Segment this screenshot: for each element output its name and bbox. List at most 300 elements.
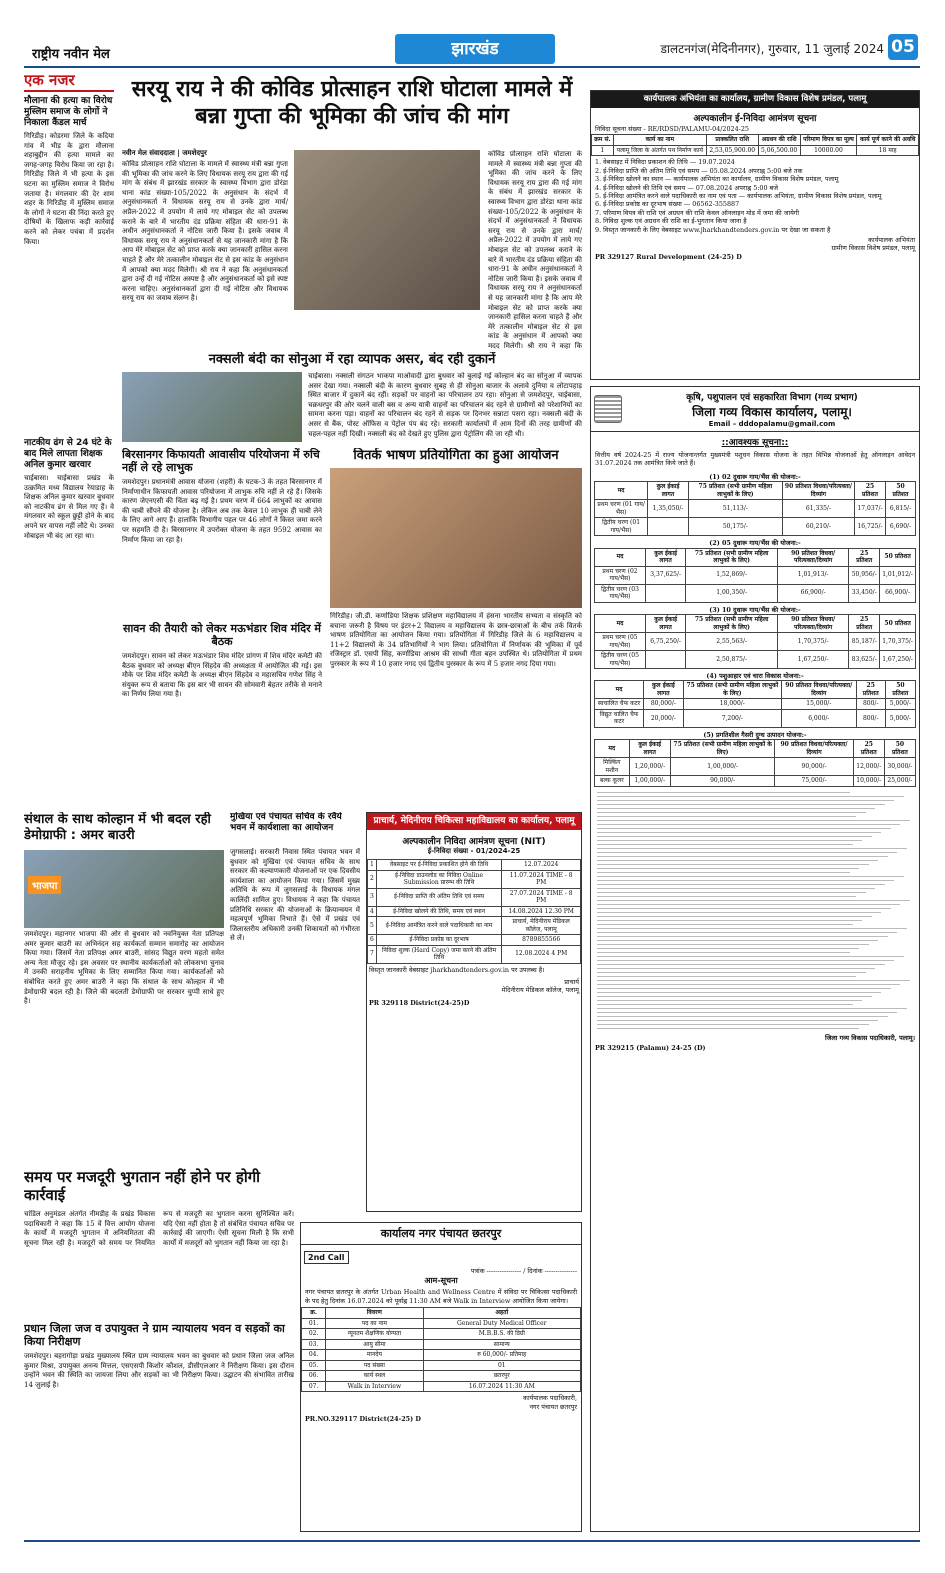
table-cell: 90 प्रतिशत विधवा/परित्यक्ता/दिव्यांग	[781, 681, 856, 699]
santhal-text: जमशेदपुर। महानगर भाजपा की ओर से बुधवार को नवनियुक्त नेता प्रतिपक्ष अमर कुमार बाउरी का अभिनंदन सह कार्यकर्ता सम्मान समारोह का आयोजन किया गया। जिसमें नेता प्रतिपक्ष अमर बाउरी, सांसद विद्युत वरण महतो समेत अन्य नेता मौजूद रहे। इस अवसर पर स्थानीय कार्यकर्ताओं को लोकसभा चुनाव में उनकी सराहनीय भूमिका के लिए सम्मानित किया गया। कार्यकर्ताओं को संबोधित करते हुए अमर बाउरी ने कहा कि संथाल के साथ कोल्हान में भी डेमोग्राफी बदल रही है। जिले की बदलती डेमोग्राफी पर सरकार चुप्पी साधे हुए है।	[24, 930, 224, 1006]
table-cell: छतरपुर	[423, 1371, 580, 1382]
table-cell: 1,01,913/-	[778, 566, 849, 584]
chhatarpur-title: आम-सूचना	[424, 1276, 458, 1286]
chhatarpur-table	[301, 1307, 581, 1392]
medical-table	[367, 859, 581, 964]
table-cell: 15,000/-	[781, 699, 856, 710]
text-line	[597, 984, 900, 985]
milk-section-table	[594, 481, 916, 536]
table-cell: 90,000/-	[670, 776, 775, 787]
table-header-row	[595, 482, 916, 500]
table-cell: 5	[368, 917, 377, 935]
table-cell: 7	[368, 945, 377, 963]
text-line	[597, 824, 900, 825]
rural-pr: PR 329127 Rural Development (24-25) D	[595, 252, 742, 261]
ek-najar-headline-2: नाटकीय ढंग से 24 घंटे के बाद मिले लापता शिक्षक अनिल कुमार खरवार	[24, 438, 112, 470]
medical-title: अल्पकालीन निविदा आमंत्रण सूचना (NIT)	[402, 837, 546, 847]
footer-rule	[24, 1540, 920, 1542]
table-row	[368, 917, 581, 935]
text-line	[597, 968, 875, 969]
naxal-text: चाईबासा। नक्सली संगठन भाकपा माओवादी द्वारा बुधवार को बुलाई गई कोल्हान बंद का सोनुआ में व्यापक असर देखा गया। नक्सली बंदी के कारण बुधवार सुबह से ही सोनुआ बाजार के अलावे दुनिया व लोटापहाड़ स्थित बाजार में दुकानें बंद रहीं। सड़कों पर वाहनों का परिचालन ठप रहा। सोनुआ से जमशेदपुर, चाईबासा, चक्रधरपुर की ओर चलने वाली बस व अन्य यात्री वाहनों का परिचालन बंद रहने से ग्रामीणों को परेशानियों का सामना करना पड़ा। वाहनों का परिचालन बंद रहने से सड़क पर दिनभर सन्नाटा पसरा रहा। नक्सली बंदी के असर से बैंक, पोस्ट ऑफिस व पेट्रोल पंप बंद रहे। सरकारी कार्यालयों में आम दिनों की तरह ग्रामीणों की चहल-पहल नहीं दिखी। नक्सली बंद को देखते हुए पुलिस द्वारा पेट्रोलिंग की जा रही थी।	[308, 372, 582, 438]
medical-notice-no: ई-निविदा संख्या - 01/2024-25	[427, 847, 521, 855]
ek-najar-text-2: चाईबासा। चाईबासा प्रखंड के उत्क्रमित मध्य विद्यालय रेयाडाह के शिक्षक अनिल कुमार खरवार बुधवार को नाटकीय ढंग से मिल गए हैं। वे मंगलवार को स्कूल छुट्टी होने के बाद अपने घर वापस नहीं लौटे थे। उनका मोबाइल भी बंद आ रहा था।	[24, 474, 114, 540]
table-cell: प्रथम चरण (05 गाय/भैंस)	[595, 633, 646, 651]
table-row	[302, 1350, 581, 1361]
milk-ad	[590, 386, 920, 1532]
table-row	[595, 584, 916, 602]
milk-section-table	[594, 739, 916, 787]
ek-najar-headline-1: मौलाना की हत्या का विरोध मुस्लिम समाज के लोगों ने निकाला कैंडल मार्च	[24, 96, 113, 128]
chhatarpur-office: कार्यालय नगर पंचायत छतरपुर	[301, 1223, 581, 1245]
table-cell: 1,70,375/-	[778, 633, 849, 651]
table-cell: सामान्य	[423, 1339, 580, 1350]
rural-point: 2. ई-निविदा प्राप्ति की अंतिम तिथि एवं समय — 05.08.2024 अपराह्न 5:00 बजे तक	[595, 166, 803, 175]
table-cell: 75 प्रतिशत (सभी ग्रामीण महिला लाभुकों के लिए)	[683, 681, 781, 699]
table-cell: 3	[368, 888, 377, 906]
text-line	[597, 932, 897, 933]
text-line	[597, 924, 853, 925]
table-cell: 33,450/-	[849, 584, 880, 602]
judge-text: जमशेदपुर। बहरागोड़ा प्रखंड मुख्यालय स्थित ग्राम न्यायालय भवन का बुधवार को प्रधान जिला जज अनिल कुमार मिश्रा, उपायुक्त अनन्य मित्तल, एसएसपी किशोर कौशल, डीसीएलआर ने निरीक्षण किया। इस दौरान उन्होंने भवन की स्थिति का जायजा लिया और सड़कों का भी निरीक्षण किया। उद्घाटन की संभावित तारीख 14 जुलाई है।	[24, 1352, 294, 1389]
table-cell: 12,000/-	[853, 758, 884, 776]
text-line	[597, 828, 891, 829]
table-row	[302, 1381, 581, 1392]
table-cell: निविदा शुल्क (Hard Copy) जमा करने की अंतिम तिथि	[376, 945, 502, 963]
table-cell: 1,00,000/-	[670, 758, 775, 776]
shrawan-headline: सावन की तैयारी को लेकर मऊभंडार शिव मंदिर में बैठक	[123, 622, 321, 648]
milk-sections	[591, 468, 919, 789]
table-cell: 1,67,250/-	[880, 651, 916, 669]
chhatarpur-text: नगर पंचायत छतरपुर के अंतर्गत Urban Health and Wellness Centre में संविदा पर चिकित्सा पदाधिकारी के पद हेतु दिनांक 16.07.2024 को पूर्वाह्न 11:30 AM बजे Walk in Interview आयोजित किया जायेगा।	[305, 1288, 577, 1305]
table-cell: 10,000/-	[853, 776, 884, 787]
table-cell: 25 प्रतिशत	[856, 681, 885, 699]
paper-name: राष्ट्रीय नवीन मेल	[32, 47, 110, 62]
table-cell: 75 प्रतिशत (सभी ग्रामीण महिला लाभुकों के लिए)	[686, 615, 778, 633]
table-cell: क्र.	[302, 1308, 326, 1319]
text-line	[597, 940, 878, 941]
table-row	[595, 776, 916, 787]
table-header-row	[302, 1308, 581, 1319]
text-line	[597, 956, 904, 957]
rural-title: अल्पकालीन ई-निविदा आमंत्रण सूचना	[693, 114, 817, 124]
table-cell: कुल ईकाई लागत	[646, 615, 686, 633]
table-row	[368, 935, 581, 946]
chhatarpur-call: 2nd Call	[304, 1251, 349, 1264]
text-line	[597, 976, 856, 977]
table-cell: कुल ईकाई लागत	[629, 740, 670, 758]
santhal-photo	[24, 850, 224, 928]
table-cell: 1,52,869/-	[686, 566, 778, 584]
table-cell: 17,037/-	[855, 500, 886, 518]
table-cell: 50,956/-	[849, 566, 880, 584]
table-cell: 01.	[302, 1318, 326, 1329]
table-row	[595, 651, 916, 669]
milk-section-title: (4) पशुआहार एवं चारा विकास योजना:-	[706, 672, 804, 681]
text-line	[597, 884, 885, 885]
rural-point: 6. ई-निविदा प्रकोष्ठ का दूरभाष संख्या — 06562-355887	[595, 200, 740, 209]
naxal-headline: नक्सली बंदी का सोनुआ में रहा व्यापक असर, बंद रही दुकानें	[208, 352, 496, 367]
vitark-text: गिरिडीह। जी.डी. कर्णाडिया शिक्षक प्रशिक्षण महाविद्यालय में हंसना भारतीय सभ्यता व संस्कृति को बचाना जरूरी है विषय पर इंटर+2 विद्यालय व महाविद्यालय के छात्र-छात्राओं के बीच तर्क वितर्क भाषण प्रतियोगिता का आयोजन किया गया। प्रतियोगिता में गिरिडीह जिले के 6 महाविद्यालय व 11+2 विद्यालयों के 34 प्रतिभागियों ने भाग लिया। प्रतियोगिता में निर्णायक की भूमिका में पूर्व रजिस्ट्रार डॉ. एसपी सिंह, कर्णाडिया आश्रम की साध्वी गीता बहन उपस्थित थे। प्रतियोगिता में प्रथम पुरस्कार के रूप में 10 हजार नगद एवं द्वितीय पुरस्कार के रूप में 5 हजार नगद दिया गया।	[330, 612, 582, 668]
chhatarpur-signature: कार्यपालक पदाधिकारी, नगर पंचायत छतरपुर	[523, 1394, 577, 1411]
table-cell: 51,113/-	[688, 500, 782, 518]
table-row	[302, 1318, 581, 1329]
medical-tender-ad	[366, 812, 582, 1212]
table-cell: 2,53,05,900.00	[706, 145, 758, 156]
table-cell: आयु सीमा	[326, 1339, 423, 1350]
table-cell: 25 प्रतिशत	[849, 548, 880, 566]
table-cell: मद	[595, 482, 648, 500]
milk-section-title: (1) 02 दुधारू गाय/भैंस की योजना:-	[709, 472, 801, 481]
table-cell: 03.	[302, 1339, 326, 1350]
table-cell: प्राक्कलित राशि	[706, 135, 758, 146]
rural-signature: कार्यपालक अभियंता ग्रामीण विकास विशेष प्रमंडल, पलामू	[831, 236, 915, 253]
table-cell: 01	[423, 1360, 580, 1371]
table-header-row	[595, 681, 916, 699]
table-cell: 75 प्रतिशत (सभी ग्रामीण महिला लाभुकों के लिए)	[688, 482, 782, 500]
table-cell: General Duty Medical Officer	[423, 1318, 580, 1329]
table-cell: 1,01,912/-	[880, 566, 916, 584]
text-line	[597, 804, 885, 805]
table-row	[302, 1329, 581, 1340]
table-cell: 1,70,375/-	[880, 633, 916, 651]
text-line	[597, 800, 894, 801]
table-cell: 02.	[302, 1329, 326, 1340]
text-line	[597, 820, 910, 821]
milk-intro: वित्तीय वर्ष 2024-25 में राज्य योजनान्तर्गत मुख्यमंत्री पशुधन विकास योजना के तहत विभिन्न योजनाओं हेतु ऑनलाइन आवेदन 31.07.2024 तक आमंत्रित किये जाते हैं।	[595, 451, 915, 468]
table-cell: 07.	[302, 1381, 326, 1392]
table-cell: 30,000/-	[884, 758, 915, 776]
birsanagar-text: जमशेदपुर। प्रधानमंत्री आवास योजना (शहरी) के घटक-3 के तहत बिरसानगर में निर्माणाधीन किफायती आवास परियोजना में लाभुक रुचि नहीं ले रहे हैं। जिसके कारण जेएनएसी की चिंता बढ़ गई है। प्रथम चरण में 664 लाभुकों का आवास की चाबी सौंपने की योजना है। लेकिन अब तक केवल 10 लाभुक ही चाबी लेने के लिए आगे आए हैं। हालांकि विभागीय पहल पर 46 लोगों ने किस्त जमा करने पर सहमति दी है। बिरसानगर में उपरोक्त योजना के तहत 9592 आवास का निर्माण किया जा रहा है।	[122, 478, 322, 544]
table-cell: 2,55,563/-	[686, 633, 778, 651]
table-cell: 5,06,500.00	[758, 145, 800, 156]
table-cell: 20,000/-	[644, 709, 684, 727]
text-line	[597, 840, 862, 841]
table-cell: 2	[368, 870, 377, 888]
table-cell: M.B.B.S. की डिग्री	[423, 1329, 580, 1340]
table-cell: 25 प्रतिशत	[853, 740, 884, 758]
rural-table	[591, 134, 919, 156]
text-line	[597, 832, 881, 833]
table-cell: 16.07.2024 11:30 AM	[423, 1381, 580, 1392]
text-line	[597, 860, 878, 861]
table-cell: 8789855566	[502, 935, 581, 946]
medical-pr: PR 329118 District(24-25)D	[369, 998, 470, 1007]
table-cell: पलामू जिला के अंतर्गत पथ निर्माण कार्य	[613, 145, 706, 156]
table-cell: ई-निविदा प्राप्ति की अंतिम तिथि एवं समय	[376, 888, 502, 906]
rural-point: 5. ई-निविदा आमंत्रित करने वाले पदाधिकारी का नाम एवं पता — कार्यपालक अभियंता, ग्रामीण विकास विशेष प्रमंडल, पलामू	[595, 192, 882, 201]
milk-title: जिला गव्य विकास कार्यालय, पलामू।	[692, 405, 852, 419]
table-row	[595, 699, 916, 710]
table-cell: 10000.00	[800, 145, 857, 156]
page-number: 05	[888, 34, 918, 60]
ek-najar-text-1: गिरिडीह। कोडरमा जिले के कदिया गांव में भीड़ के द्वारा मौलाना शहाबुद्दीन की हत्या मामले का जगह-जगह विरोध किया जा रहा है। गिरिडीह जिले में भी हत्या के इस घटना का मुस्लिम समाज ने विरोध जताया है। मंगलवार की देर शाम शहर के गिरिडीह में मुस्लिम समाज के लोगों ने घटना की निंदा करते हुए दोषियों के खिलाफ कड़ी कार्रवाई करने को लेकर पचंबा में प्रदर्शन किया।	[24, 132, 114, 246]
text-line	[597, 996, 872, 997]
milk-section-title: (2) 05 दुधारू गाय/भैंस की योजना:-	[709, 539, 801, 548]
table-cell: प्रथम चरण (01 गाय/भैंस)	[595, 500, 648, 518]
wages-text: चांडिल अनुमंडल अंतर्गत नीमडीह के प्रखंड विकास पदाधिकारी ने कहा कि 15 वें वित्त आयोग योजना के कार्यों में मजदूरी भुगतान में अनियमितता की सूचना मिल रही है। मजदूरों को समय पर नियमित रूप से मजदूरी का भुगतान करना सुनिश्चित करें। यदि ऐसा नहीं होता है तो संबंधित पंचायत सचिव पर कार्रवाई की जाएगी। ऐसी सूचना मिली है कि सभी कार्यों में मजदूरों को भुगतान नहीं किया जा रहा है।	[24, 1210, 294, 1247]
table-cell: 06.	[302, 1371, 326, 1382]
table-cell: 66,900/-	[880, 584, 916, 602]
table-cell: 11.07.2024 TIME - 8 PM	[502, 870, 581, 888]
text-line	[597, 952, 850, 953]
table-cell: 60,210/-	[782, 518, 854, 536]
text-line	[597, 948, 859, 949]
text-line	[597, 868, 859, 869]
text-line	[597, 920, 862, 921]
table-cell: 04.	[302, 1350, 326, 1361]
table-cell: 85,187/-	[849, 633, 880, 651]
table-cell: ई-निविदा डाउनलोड का निविदा Online Submission प्रारम्भ की तिथि	[376, 870, 502, 888]
table-cell: कुल ईकाई लागत	[648, 482, 689, 500]
table-cell: 50 प्रतिशत	[885, 681, 915, 699]
table-cell: 61,335/-	[782, 500, 854, 518]
rural-point: 9. विस्तृत जानकारी के लिए वेबसाइट www.jharkhandtenders.gov.in पर देखा जा सकता है	[595, 225, 831, 234]
table-row	[368, 888, 581, 906]
table-row	[595, 500, 916, 518]
wages-headline: समय पर मजदूरी भुगतान नहीं होने पर होगी कार्रवाई	[24, 1168, 261, 1204]
text-line	[597, 892, 866, 893]
table-cell: 90 प्रतिशत विधवा/परित्यक्ता/दिव्यांग	[778, 615, 849, 633]
table-cell: 1,20,000/-	[629, 758, 670, 776]
table-row	[368, 945, 581, 963]
table-cell: 12.08.2024 4 PM	[502, 945, 581, 963]
birsanagar-headline: बिरसानगर किफायती आवासीय परियोजना में रुचि नहीं ले रहे लाभुक	[122, 448, 320, 474]
rural-points	[591, 156, 919, 236]
text-line	[597, 852, 897, 853]
table-row	[302, 1360, 581, 1371]
table-cell: 1	[592, 145, 614, 156]
table-cell: ई-निविदा आमंत्रित करने वाले पदाधिकारी का नाम	[376, 917, 502, 935]
text-line	[597, 900, 910, 901]
table-row	[368, 870, 581, 888]
table-cell: मानदेय	[326, 1350, 423, 1361]
table-cell: 800/-	[856, 709, 885, 727]
text-line	[597, 848, 907, 849]
table-cell	[646, 584, 686, 602]
text-line	[597, 912, 881, 913]
table-cell: 1,00,350/-	[686, 584, 778, 602]
table-cell: रु 60,000/- प्रतिमाह	[423, 1350, 580, 1361]
milk-section-table	[594, 548, 916, 603]
text-line	[597, 1028, 859, 1029]
rural-notice-no: निविदा सूचना संख्या - RE/RDSD/PALAMU-04/2024-25	[595, 125, 749, 133]
text-line	[597, 1000, 862, 1001]
table-cell: 7,200/-	[683, 709, 781, 727]
table-cell: कार्य स्थल	[326, 1371, 423, 1382]
panchayat-headline: मुखिया एवं पंचायत सचिव के रवैये भवन में कार्यशाला का आयोजन	[230, 812, 342, 833]
table-cell: 66,900/-	[778, 584, 849, 602]
table-cell: 6	[368, 935, 377, 946]
table-cell: 12.07.2024	[502, 860, 581, 871]
text-line	[597, 888, 875, 889]
medical-signature: प्राचार्य मेदिनीराय मेडिकल कॉलेज, पलामू	[501, 977, 579, 995]
panchayat-text: जुगसलाई। सरकारी निवास स्थित पंचायत भवन में बुधवार को मुखिया एवं पंचायत सचिव के साथ सरकार की कल्याणकारी योजनाओं पर एक दिवसीय कार्यशाला का आयोजन किया गया। जिसमें मुख्य अतिथि के रूप में जुगसलाई के विधायक मंगल कालिंदी शामिल हुए। विधायक ने कहा कि पंचायत प्रतिनिधि सरकार की योजनाओं के क्रियान्वयन में महत्वपूर्ण भूमिका निभाते हैं। ऐसे में प्रखंड एवं जिलास्तरीय अधिकारी उनकी शिकायतों को गंभीरता से लें।	[230, 848, 360, 943]
table-cell: Walk in Interview	[326, 1381, 423, 1392]
table-cell: 4	[368, 906, 377, 917]
table-cell: पद संख्या	[326, 1360, 423, 1371]
milk-email: Email – dddopalamu@gmail.com	[708, 420, 836, 428]
table-cell: 90,000/-	[775, 758, 853, 776]
table-cell: ई-निविदा खोलने की तिथि, समय एवं स्थान	[376, 906, 502, 917]
medical-office: प्राचार्य, मेदिनीराय चिकित्सा महाविद्यालय का कार्यालय, पलामू	[367, 813, 581, 830]
table-cell: 50,175/-	[688, 518, 782, 536]
text-line	[597, 808, 875, 809]
vitark-headline: वितर्क भाषण प्रतियोगिता का हुआ आयोजन	[353, 448, 559, 463]
text-line	[597, 872, 850, 873]
table-cell: कार्य का नाम	[613, 135, 706, 146]
table-cell: मद	[595, 740, 630, 758]
table-cell: 75,000/-	[775, 776, 853, 787]
medical-footer: विस्तृत जानकारी वेबसाइट jharkhandtenders.gov.in पर उपलब्ध है।	[369, 965, 545, 974]
text-line	[597, 896, 856, 897]
table-cell: 50 प्रतिशत	[880, 615, 916, 633]
text-line	[597, 1024, 869, 1025]
text-line	[597, 944, 869, 945]
table-cell: कुल ईकाई लागत	[646, 548, 686, 566]
table-row	[592, 145, 919, 156]
vitark-photo	[330, 468, 582, 608]
rural-point: 4. ई-निविदा खोलने की तिथि एवं समय — 07.08.2024 अपराह्न 5:00 बजे	[595, 183, 778, 192]
text-line	[597, 980, 910, 981]
table-cell: 1,35,050/-	[648, 500, 689, 518]
table-row	[302, 1371, 581, 1382]
table-cell: 1,00,000/-	[629, 776, 670, 787]
table-cell: 25,000/-	[884, 776, 915, 787]
table-cell: 05.	[302, 1360, 326, 1371]
table-cell: 90 प्रतिशत विधवा/परित्यक्ता/दिव्यांग	[778, 548, 849, 566]
lead-byline: नवीन मेल संवाददाता | जमशेदपुर	[122, 148, 207, 157]
table-row	[595, 518, 916, 536]
table-cell: न्यूनतम शैक्षणिक योग्यता	[326, 1329, 423, 1340]
rural-office: कार्यपालक अभियंता का कार्यालय, ग्रामीण विकास विशेष प्रमंडल, पलामू	[591, 91, 919, 108]
text-line	[597, 792, 850, 793]
lead-headline: सरयू राय ने की कोविड प्रोत्साहन राशि घोटाला मामले में बन्ना गुप्ता की भूमिका की जांच की मांग	[131, 77, 573, 129]
table-cell: 6,690/-	[885, 518, 915, 536]
text-line	[597, 908, 891, 909]
table-cell: कुल ईकाई लागत	[644, 681, 684, 699]
text-line	[597, 836, 872, 837]
table-cell: विद्युत चालित चैफ कटर	[595, 709, 644, 727]
text-line	[597, 1012, 897, 1013]
table-cell: 5,000/-	[885, 699, 915, 710]
table-row	[595, 566, 916, 584]
table-cell: 14.08.2024 12.30 PM	[502, 906, 581, 917]
table-header-row	[595, 548, 916, 566]
section-tab: झारखंड	[395, 34, 555, 64]
table-cell: मिल्किंग मशीन	[595, 758, 630, 776]
rural-point: 8. निविदा शुल्क एवं अग्रधन की राशि का ई-भुगतान किया जाना है	[595, 217, 747, 226]
rural-tender-ad	[590, 90, 920, 380]
text-line	[597, 960, 894, 961]
table-cell: 5,000/-	[885, 709, 915, 727]
text-line	[597, 916, 872, 917]
milk-section-title: (3) 10 दुधारू गाय/भैंस की योजना:-	[709, 605, 801, 614]
table-row	[595, 633, 916, 651]
table-cell: मद	[595, 615, 646, 633]
table-cell: द्वितीय चरण (03 गाय/भैंस)	[595, 584, 646, 602]
chhatarpur-patrank: पत्रांक ---------------- / दिनांक ---------------	[470, 1267, 577, 1275]
text-line	[597, 1020, 878, 1021]
text-line	[597, 964, 885, 965]
text-line	[597, 992, 881, 993]
table-header-row	[595, 615, 916, 633]
table-cell: 27.07.2024 TIME - 8 PM	[502, 888, 581, 906]
table-cell: 16,725/-	[855, 518, 886, 536]
text-line	[597, 928, 907, 929]
rural-point: 3. ई-निविदा खोलने का स्थान — कार्यपालक अभियंता का कार्यालय, ग्रामीण विकास विशेष प्रमंडल, पलामू	[595, 175, 839, 184]
table-cell: मद	[595, 548, 646, 566]
table-cell: द्वितीय चरण (05 गाय/भैंस)	[595, 651, 646, 669]
table-cell: प्रथम चरण (02 गाय/भैंस)	[595, 566, 646, 584]
text-line	[597, 972, 866, 973]
table-cell: अग्रधन की राशि	[758, 135, 800, 146]
table-cell: 2,50,875/-	[686, 651, 778, 669]
table-cell: 80,000/-	[644, 699, 684, 710]
table-cell: 75 प्रतिशत (सभी ग्रामीण महिला लाभुकों के लिए)	[670, 740, 775, 758]
chhatarpur-ad	[300, 1222, 582, 1532]
table-cell: परिमाण विपत्र का मूल्य	[800, 135, 857, 146]
milk-section-table	[594, 614, 916, 669]
table-cell: 90 प्रतिशत विधवा/परित्यक्ता/दिव्यांग	[775, 740, 853, 758]
text-line	[597, 1016, 888, 1017]
table-cell: 50 प्रतिशत	[884, 740, 915, 758]
table-cell: 6,000/-	[781, 709, 856, 727]
milk-terms-lines	[591, 792, 919, 1029]
santhal-headline: संथाल के साथ कोल्हान में भी बदल रही डेमोग्राफी : अमर बाउरी	[24, 812, 211, 843]
text-line	[597, 904, 900, 905]
table-cell: 25 प्रतिशत	[855, 482, 886, 500]
table-cell: स्वचालित चैफ कटर	[595, 699, 644, 710]
table-cell: ई-निविदा प्रकोष्ठ का दूरभाष	[376, 935, 502, 946]
lead-text-cont: कोविड प्रोत्साहन राशि घोटाला के मामले में स्वास्थ्य मंत्री बन्ना गुप्ता की भूमिका की जांच करने के लिए विधायक सरयू राय द्वारा की गई मांग के संबंध में झारखंड सरकार के स्वास्थ्य विभाग द्वारा डोरंडा थाना कांड संख्या-105/2022 के अनुसंधान के संदर्भ में अनुसंधानकर्ता ने विधायक सरयू राय से उनके द्वारा मार्च/अप्रैल-2022 में उपयोग में लाये गए मोबाइल सेट को उपलब्ध कराने के बारे में भारतीय दंड प्रक्रिया संहिता की धारा-91 के अधीन अनुसंधानकर्ता ने नोटिस जारी किया है। इसके जवाब में विधायक सरयू राय ने अनुसंधानकर्ता से यह जानकारी मांगा है कि आप मेरे मोबाइल सेट को प्राप्त करके क्या जानकारी हासिल करना चाहते हैं और मेरे तत्कालीन मोबाइल सेट से इस कांड के अनुसंधान में आपको क्या मदद मिलेगी। श्री राय ने कहा कि	[488, 150, 582, 350]
table-row	[302, 1339, 581, 1350]
text-line	[597, 812, 866, 813]
text-line	[597, 844, 853, 845]
saryu-rai-photo	[294, 150, 480, 310]
table-cell: मद	[595, 681, 644, 699]
milk-section-title: (5) प्रगतिशील गैसरी दुग्ध उत्पादन योजना:-	[703, 730, 807, 739]
table-header-row	[592, 135, 919, 146]
table-cell: 90 प्रतिशत विधवा/परित्यक्ता/दिव्यांग	[782, 482, 854, 500]
text-line	[597, 1004, 853, 1005]
table-cell: पद का नाम	[326, 1318, 423, 1329]
table-cell: द्वितीय चरण (01 गाय/भैंस)	[595, 518, 648, 536]
table-cell: 1,67,250/-	[778, 651, 849, 669]
table-cell: क्रम सं.	[592, 135, 614, 146]
rural-point: 1. वेबसाइट में निविदा प्रकाशन की तिथि — 19.07.2024	[595, 158, 735, 167]
milk-office: कृषि, पशुपालन एवं सहकारिता विभाग (गव्य प्रभाग)	[686, 393, 858, 403]
table-row	[368, 906, 581, 917]
table-cell: 75 प्रतिशत (सभी ग्रामीण महिला लाभुकों के लिए)	[686, 548, 778, 566]
milk-pr: PR 329215 (Palamu) 24-25 (D)	[595, 1044, 706, 1053]
bjp-banner: भाजपा	[28, 876, 61, 894]
table-cell: अहर्ता	[423, 1308, 580, 1319]
milk-notice-title: ::आवश्यक सूचना::	[721, 438, 789, 448]
table-cell	[646, 651, 686, 669]
table-cell: 1	[368, 860, 377, 871]
naxal-photo	[122, 372, 302, 442]
judge-headline: प्रधान जिला जज व उपायुक्त ने ग्राम न्यायालय भवन व सड़कों का किया निरीक्षण	[24, 1322, 285, 1348]
text-line	[597, 816, 856, 817]
table-cell: कार्य पूर्ण करने की अवधि	[857, 135, 919, 146]
table-cell: वेबसाइट पर ई-निविदा प्रकाशित होने की तिथि	[376, 860, 502, 871]
table-cell: 83,625/-	[849, 651, 880, 669]
milk-signature: जिला गव्य विकास पदाधिकारी, पलामू।	[824, 1033, 915, 1042]
table-cell	[648, 518, 689, 536]
text-line	[597, 936, 888, 937]
table-cell: 3,37,625/-	[646, 566, 686, 584]
text-line	[597, 864, 869, 865]
